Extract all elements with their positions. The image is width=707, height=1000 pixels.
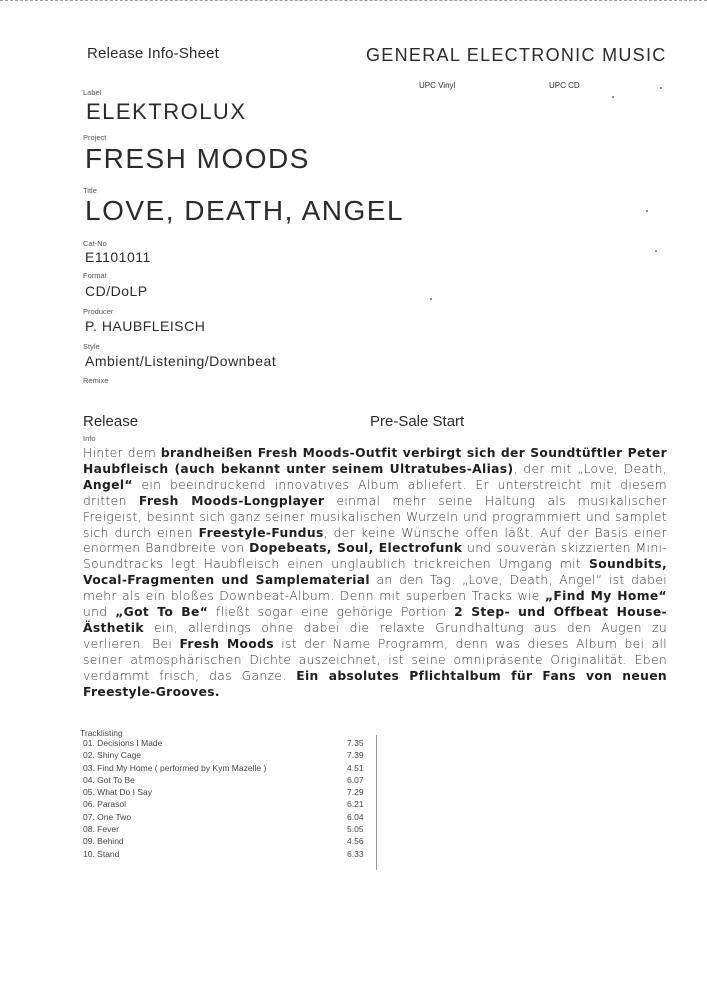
presale-heading: Pre-Sale Start	[370, 413, 465, 430]
track-title: 09. Behind	[83, 836, 124, 847]
scan-speck	[655, 250, 657, 252]
info-bold-segment: Soundbits, Vocal-Fragmenten und Samplematerial	[83, 557, 667, 588]
release-info-text	[83, 446, 667, 701]
info-text-segment: an den Tag. „Love, Death, Angel“ ist dabei mehr als ein bloßes Downbeat-Album. Denn mit superben Tracks wie	[83, 573, 667, 604]
info-bold-segment: Fresh Moods-Longplayer	[138, 493, 325, 508]
info-bold-segment: Fresh Moods	[179, 636, 274, 651]
track-duration: 4.51	[347, 762, 364, 773]
info-caption: Info	[83, 434, 96, 443]
style-value: Ambient/Listening/Downbeat	[85, 353, 277, 369]
track-row	[83, 812, 383, 824]
info-text-segment: Hinter dem	[83, 446, 161, 460]
track-row	[83, 799, 383, 811]
scan-speck	[646, 210, 648, 212]
track-row	[83, 849, 383, 861]
scan-speck	[660, 87, 662, 89]
producer-caption: Producer	[83, 307, 114, 316]
info-bold-segment: Dopebeats, Soul, Electrofunk	[249, 541, 463, 556]
track-row	[83, 738, 383, 750]
track-title: 01. Decisions I Made	[83, 738, 163, 748]
track-title: 03. Find My Home ( performed by Kym Mazelle )	[83, 762, 267, 773]
track-title: 02. Shiny Cage	[83, 750, 142, 761]
top-divider	[0, 0, 707, 2]
info-bold-segment: Angel“	[83, 477, 133, 492]
track-duration: 5.05	[347, 824, 364, 835]
tracklist-divider	[376, 735, 377, 870]
track-row	[83, 750, 383, 762]
company-name: GENERAL ELECTRONIC MUSIC	[366, 45, 667, 65]
info-text-segment: einmal mehr seine Haltung als musikalischer Freigeist, besinnt sich ganz seiner musikalischen Wurzeln und programmiert und samplet sich durch einen	[83, 493, 667, 540]
label-value: ELEKTROLUX	[86, 99, 247, 124]
info-text-segment: ein beeindruckend innovatives Album abliefert. Er unterstreicht mit diesem dritten	[83, 477, 667, 508]
track-duration: 7.35	[347, 738, 364, 748]
track-row	[83, 836, 383, 848]
project-value: FRESH MOODS	[85, 143, 310, 174]
track-row	[83, 787, 383, 799]
producer-value: P. HAUBFLEISCH	[85, 318, 206, 334]
sheet-title: Release Info-Sheet	[87, 45, 220, 62]
track-duration: 7.39	[347, 750, 364, 761]
track-duration: 6.33	[347, 848, 364, 859]
format-caption: Format	[83, 271, 107, 280]
track-title: 04. Got To Be	[83, 774, 135, 785]
scan-speck	[612, 96, 614, 98]
remixe-caption: Remixe	[83, 376, 109, 385]
info-text-segment: , der mit „Love, Death,	[513, 461, 667, 476]
release-heading: Release	[83, 413, 139, 430]
track-title: 05. What Do I Say	[83, 787, 152, 798]
track-title: 08. Fever	[83, 824, 119, 835]
info-text-segment: und	[83, 605, 116, 620]
track-duration: 6.21	[347, 799, 364, 810]
upc-cd-label: UPC CD	[549, 81, 580, 90]
upc-vinyl-label: UPC Vinyl	[419, 81, 456, 90]
info-text-segment: ist der Name Programm, denn was dieses Album bei all seiner atmosphärischen Dichte auszeichnet, ist seine omnipräsente Originalität. Eben verdammt frisch, das Ganze.	[83, 636, 667, 683]
project-caption: Project	[83, 133, 107, 142]
track-row	[83, 824, 383, 836]
info-bold-segment: Freestyle-Fundus	[198, 525, 324, 540]
title-caption: Title	[83, 186, 97, 195]
track-duration: 6.07	[347, 774, 364, 785]
track-duration: 7.29	[347, 787, 364, 798]
track-title: 06. Parasol	[83, 799, 126, 810]
catno-value: E1101011	[85, 249, 151, 265]
format-value: CD/DoLP	[85, 283, 148, 299]
track-title: 07. One Two	[83, 811, 132, 822]
info-bold-segment: brandheißen Fresh Moods-Outfit verbirgt sich der Soundtüftler Peter Haubfleisch (auch bekannt unter seinem Ultratubes-Alias)	[83, 446, 667, 476]
info-bold-segment: „Find My Home“	[544, 589, 667, 604]
scan-speck	[430, 298, 432, 300]
track-duration: 4.56	[347, 836, 364, 847]
track-duration: 6.04	[347, 811, 364, 822]
catno-caption: Cat-No	[83, 239, 107, 248]
info-text-segment: und souverän skizzierten Mini-Soundtracks legt Haubfleisch einen unglaublich trickreichen Umgang mit	[83, 541, 668, 572]
track-row	[83, 763, 383, 775]
info-text-segment: fließt sogar eine gehörige Portion	[208, 605, 455, 620]
track-title: 10. Stand	[83, 848, 120, 859]
tracklist	[83, 738, 383, 861]
track-row	[83, 775, 383, 787]
info-bold-segment: 2 Step- und Offbeat House-Ästhetik	[83, 605, 667, 635]
tracklisting-heading: Tracklisting	[80, 728, 123, 738]
label-caption: Label	[83, 88, 102, 97]
info-text-segment: , der keine Wünsche offen läßt. Auf der Basis einer enormen Bandbreite von	[83, 525, 667, 556]
style-caption: Style	[83, 342, 100, 351]
info-text-segment: ein, allerdings ohne dabei die relaxte Grundhaltung aus den Augen zu verlieren. Bei	[83, 620, 667, 651]
info-bold-segment: Ein absolutes Pflichtalbum für Fans von neuen Freestyle-Grooves.	[83, 668, 667, 699]
info-bold-segment: „Got To Be“	[115, 605, 209, 620]
title-value: LOVE, DEATH, ANGEL	[85, 195, 405, 226]
